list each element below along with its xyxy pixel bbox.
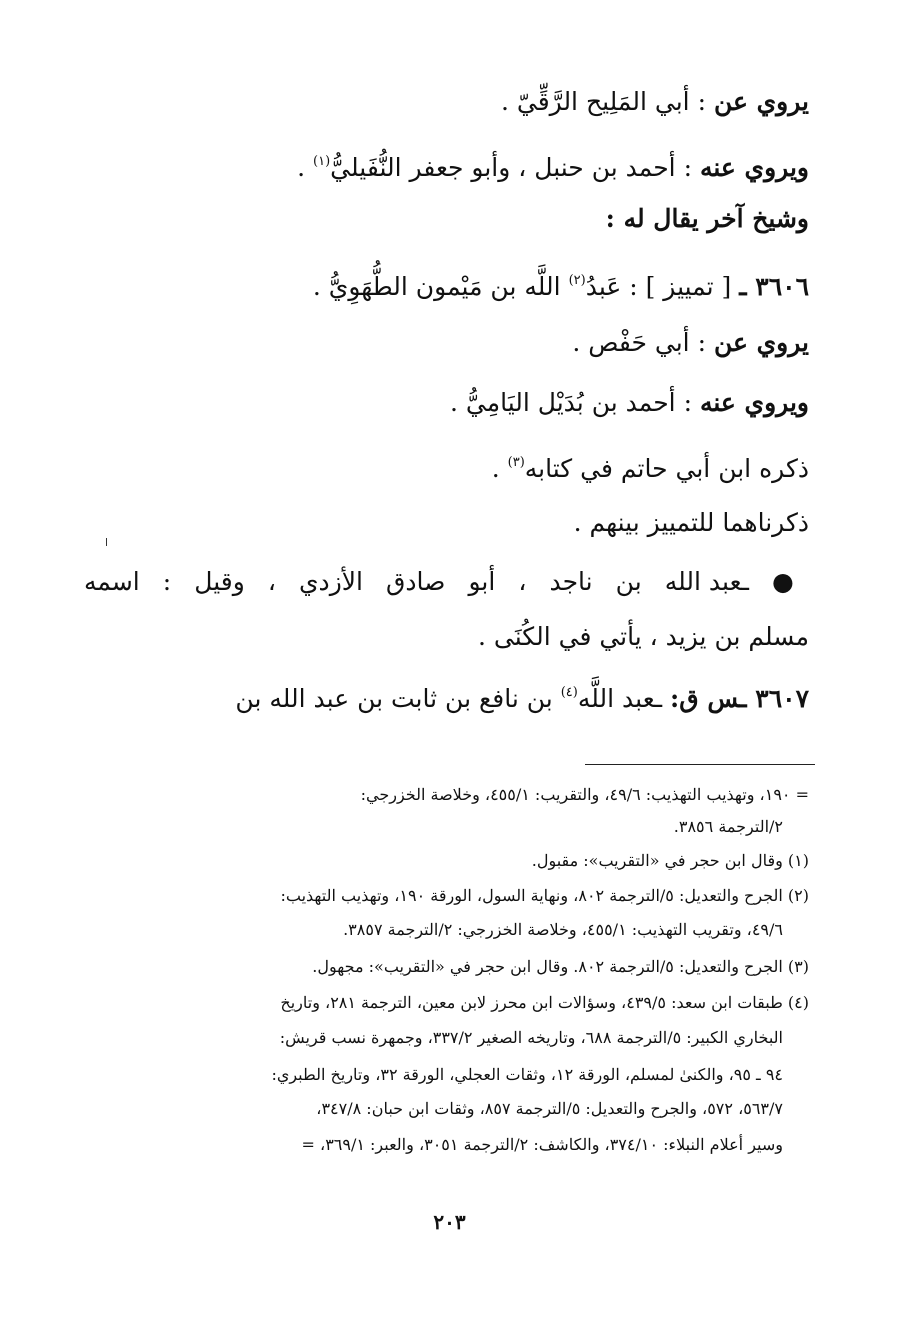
bullet-icon: ● <box>772 567 809 596</box>
line-cross-reference-cont: مسلم بن يزيد ، يأتي في الكُنَى . <box>478 622 809 651</box>
footnote-3: (٣) الجرح والتعديل: ٥/الترجمة ٨٠٢. وقال ابن حجر في «التقريب»: مجهول. <box>312 957 809 976</box>
footnote-ref: (٢) <box>568 273 586 288</box>
footnote-continuation-2: ٢/الترجمة ٣٨٥٦. <box>673 817 783 836</box>
line-narrator-from <box>501 84 809 120</box>
text: : أبي المَلِيح الرَّقِّيّ . <box>500 87 706 116</box>
text: : أحمد بن بُدَيْل اليَامِيُّ . <box>450 388 692 417</box>
page-number: ٢٠٣ <box>433 1210 466 1234</box>
footnote-1: (١) وقال ابن حجر في «التقريب»: مقبول. <box>531 851 809 870</box>
footnote-4: (٤) طبقات ابن سعد: ٤٣٩/٥، وسؤالات ابن محرز لابن معين، الترجمة ٢٨١، وتاريخ <box>280 993 809 1012</box>
entry-3607 <box>235 675 809 717</box>
footnote-ref: (٤) <box>560 685 578 700</box>
footnote-4-cont-4: وسير أعلام النبلاء: ٣٧٤/١٠، والكاشف: ٢/الترجمة ٣٠٥١، والعبر: ٣٦٩/١، = <box>301 1135 783 1154</box>
entry-number: ٣٦٠٦ ـ <box>739 272 809 301</box>
line-distinction: ذكرناهما للتمييز بينهم . <box>573 508 809 537</box>
footnote-continuation: = ١٩٠، وتهذيب التهذيب: ٤٩/٦، والتقريب: ٤٥٥/١، وخلاصة الخزرجي: <box>360 785 809 804</box>
footnote-ref: (١) <box>313 154 331 169</box>
text: . <box>297 153 306 182</box>
footnote-2-cont: ٤٩/٦، وتقريب التهذيب: ٤٥٥/١، وخلاصة الخزرجي: ٢/الترجمة ٣٨٥٧. <box>343 920 783 939</box>
entry-number: ٣٦٠٧ ـس ق: <box>670 684 809 713</box>
text: بن نافع بن ثابت بن عبد الله بن <box>235 684 553 713</box>
text: : أبي حَفْص . <box>572 328 706 357</box>
text: ـعبد الله بن ناجد ، أبو صادق الأزدي ، وقيل : اسمه <box>84 567 749 596</box>
entry-3606 <box>313 263 809 305</box>
line-narrated-by <box>297 144 809 186</box>
footnote-4-cont-2: ٩٤ ـ ٩٥، والكنىٰ لمسلم، الورقة ١٢، وثقات العجلي، الورقة ٣٢، وتاريخ الطبري: <box>271 1065 783 1084</box>
line-narrator-from-2 <box>572 325 809 361</box>
footnote-4-cont-3: ٥٦٣/٧، ٥٧٢، والجرح والتعديل: ٥/الترجمة ٨٥٧، وثقات ابن حبان: ٣٤٧/٨، <box>316 1099 783 1118</box>
line-narrated-by-2 <box>450 385 809 421</box>
label-narrated-by: ويروي عنه <box>699 153 809 182</box>
text: [ تمييز ] : عَبدُ <box>585 272 732 301</box>
line-another-sheikh: وشيخ آخر يقال له : <box>605 204 809 233</box>
text: ذكره ابن أبي حاتم في كتابه <box>524 454 809 483</box>
text: ـعبد اللَّه <box>577 684 663 713</box>
footnote-separator <box>585 764 815 765</box>
label-narrates-from: يروي عن <box>713 328 809 357</box>
footnote-2: (٢) الجرح والتعديل: ٥/الترجمة ٨٠٢، ونهاية السول، الورقة ١٩٠، وتهذيب التهذيب: <box>280 886 809 905</box>
line-mentioned <box>492 445 809 487</box>
footnote-ref: (٣) <box>507 455 525 470</box>
text: : أحمد بن حنبل ، وأبو جعفر النُّفَيليُّ <box>330 153 692 182</box>
text: اللَّه بن مَيْمون الطُّهَوِيُّ . <box>312 272 561 301</box>
footnote-4-cont-1: البخاري الكبير: ٥/الترجمة ٦٨٨، وتاريخه الصغير ٣٣٧/٢، وجمهرة نسب قريش: <box>279 1028 783 1047</box>
text: . <box>491 454 500 483</box>
margin-mark <box>106 538 107 546</box>
label-narrated-by: ويروي عنه <box>699 388 809 417</box>
line-cross-reference <box>84 564 809 600</box>
label-narrates-from: يروي عن <box>713 87 809 116</box>
